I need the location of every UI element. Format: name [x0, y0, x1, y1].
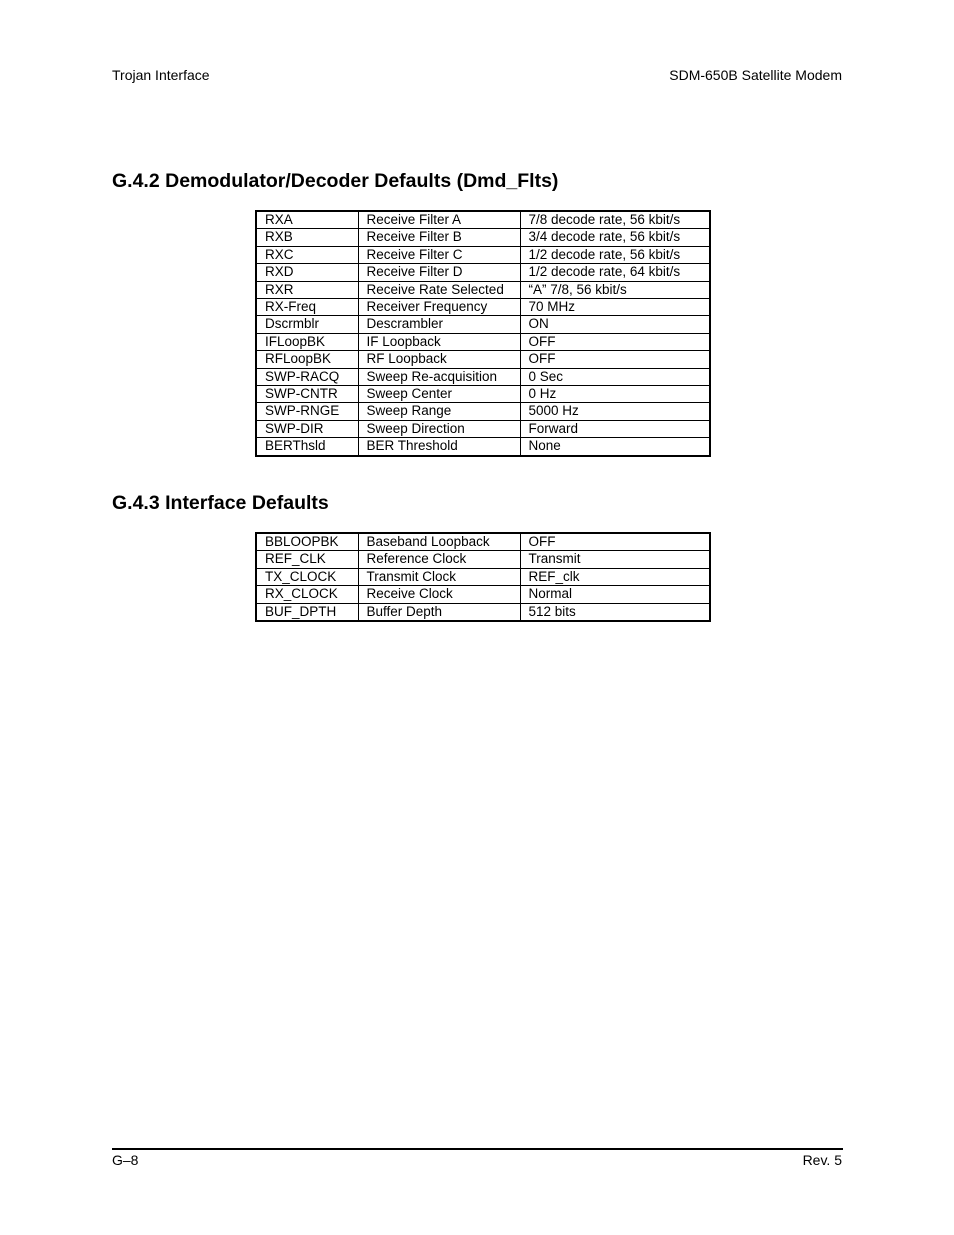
default-value-cell: Transmit — [520, 551, 710, 568]
default-value-cell: Normal — [520, 586, 710, 603]
table-row — [256, 316, 710, 333]
parameter-cell: RXC — [256, 246, 358, 263]
description-cell: Baseband Loopback — [358, 533, 520, 551]
table-row — [256, 533, 710, 551]
default-value-cell: 0 Sec — [520, 368, 710, 385]
description-cell: Sweep Center — [358, 386, 520, 403]
default-value-cell: REF_clk — [520, 568, 710, 585]
description-cell: BER Threshold — [358, 438, 520, 456]
section-title-demodulator-defaults: G.4.2 Demodulator/Decoder Defaults (Dmd_Flts) — [112, 170, 559, 192]
table-row — [256, 586, 710, 603]
default-value-cell: 7/8 decode rate, 56 kbit/s — [520, 211, 710, 229]
table-row — [256, 281, 710, 298]
default-value-cell: OFF — [520, 333, 710, 350]
parameter-cell: SWP-RNGE — [256, 403, 358, 420]
description-cell: Receive Clock — [358, 586, 520, 603]
table-row — [256, 333, 710, 350]
page-number: G–8 — [112, 1152, 139, 1168]
parameter-cell: RX-Freq — [256, 299, 358, 316]
table-row — [256, 351, 710, 368]
description-cell: Receiver Frequency — [358, 299, 520, 316]
table-row — [256, 368, 710, 385]
parameter-cell: RXR — [256, 281, 358, 298]
default-value-cell: 0 Hz — [520, 386, 710, 403]
default-value-cell: None — [520, 438, 710, 456]
parameter-cell: BBLOOPBK — [256, 533, 358, 551]
parameter-cell: BERThsld — [256, 438, 358, 456]
parameter-cell: SWP-RACQ — [256, 368, 358, 385]
description-cell: Receive Filter B — [358, 229, 520, 246]
parameter-cell: RXD — [256, 264, 358, 281]
description-cell: Sweep Re-acquisition — [358, 368, 520, 385]
description-cell: Reference Clock — [358, 551, 520, 568]
parameter-cell: SWP-CNTR — [256, 386, 358, 403]
table-row — [256, 551, 710, 568]
default-value-cell: 5000 Hz — [520, 403, 710, 420]
table-row — [256, 229, 710, 246]
revision-label: Rev. 5 — [802, 1152, 842, 1168]
parameter-cell: TX_CLOCK — [256, 568, 358, 585]
description-cell: RF Loopback — [358, 351, 520, 368]
table-row — [256, 403, 710, 420]
running-header-right: SDM-650B Satellite Modem — [669, 67, 842, 83]
description-cell: Descrambler — [358, 316, 520, 333]
table-row — [256, 299, 710, 316]
description-cell: IF Loopback — [358, 333, 520, 350]
table-row — [256, 568, 710, 585]
description-cell: Sweep Range — [358, 403, 520, 420]
default-value-cell: Forward — [520, 420, 710, 437]
parameter-cell: RXB — [256, 229, 358, 246]
default-value-cell: 70 MHz — [520, 299, 710, 316]
parameter-cell: Dscrmblr — [256, 316, 358, 333]
running-header-left: Trojan Interface — [112, 67, 210, 83]
default-value-cell: OFF — [520, 533, 710, 551]
description-cell: Receive Rate Selected — [358, 281, 520, 298]
parameter-cell: IFLoopBK — [256, 333, 358, 350]
section-title-interface-defaults: G.4.3 Interface Defaults — [112, 492, 329, 514]
footer-rule — [112, 1148, 843, 1150]
description-cell: Transmit Clock — [358, 568, 520, 585]
default-value-cell: “A” 7/8, 56 kbit/s — [520, 281, 710, 298]
parameter-cell: RX_CLOCK — [256, 586, 358, 603]
interface-defaults-table — [255, 532, 711, 622]
table-row — [256, 211, 710, 229]
description-cell: Receive Filter D — [358, 264, 520, 281]
table-row — [256, 603, 710, 621]
parameter-cell: RFLoopBK — [256, 351, 358, 368]
default-value-cell: 1/2 decode rate, 56 kbit/s — [520, 246, 710, 263]
table-row — [256, 438, 710, 456]
table-row — [256, 246, 710, 263]
table-row — [256, 264, 710, 281]
parameter-cell: REF_CLK — [256, 551, 358, 568]
default-value-cell: 3/4 decode rate, 56 kbit/s — [520, 229, 710, 246]
table-row — [256, 386, 710, 403]
default-value-cell: 1/2 decode rate, 64 kbit/s — [520, 264, 710, 281]
default-value-cell: OFF — [520, 351, 710, 368]
default-value-cell: 512 bits — [520, 603, 710, 621]
parameter-cell: RXA — [256, 211, 358, 229]
parameter-cell: SWP-DIR — [256, 420, 358, 437]
demodulator-defaults-table — [255, 210, 711, 457]
description-cell: Receive Filter A — [358, 211, 520, 229]
description-cell: Receive Filter C — [358, 246, 520, 263]
description-cell: Sweep Direction — [358, 420, 520, 437]
default-value-cell: ON — [520, 316, 710, 333]
parameter-cell: BUF_DPTH — [256, 603, 358, 621]
table-row — [256, 420, 710, 437]
description-cell: Buffer Depth — [358, 603, 520, 621]
